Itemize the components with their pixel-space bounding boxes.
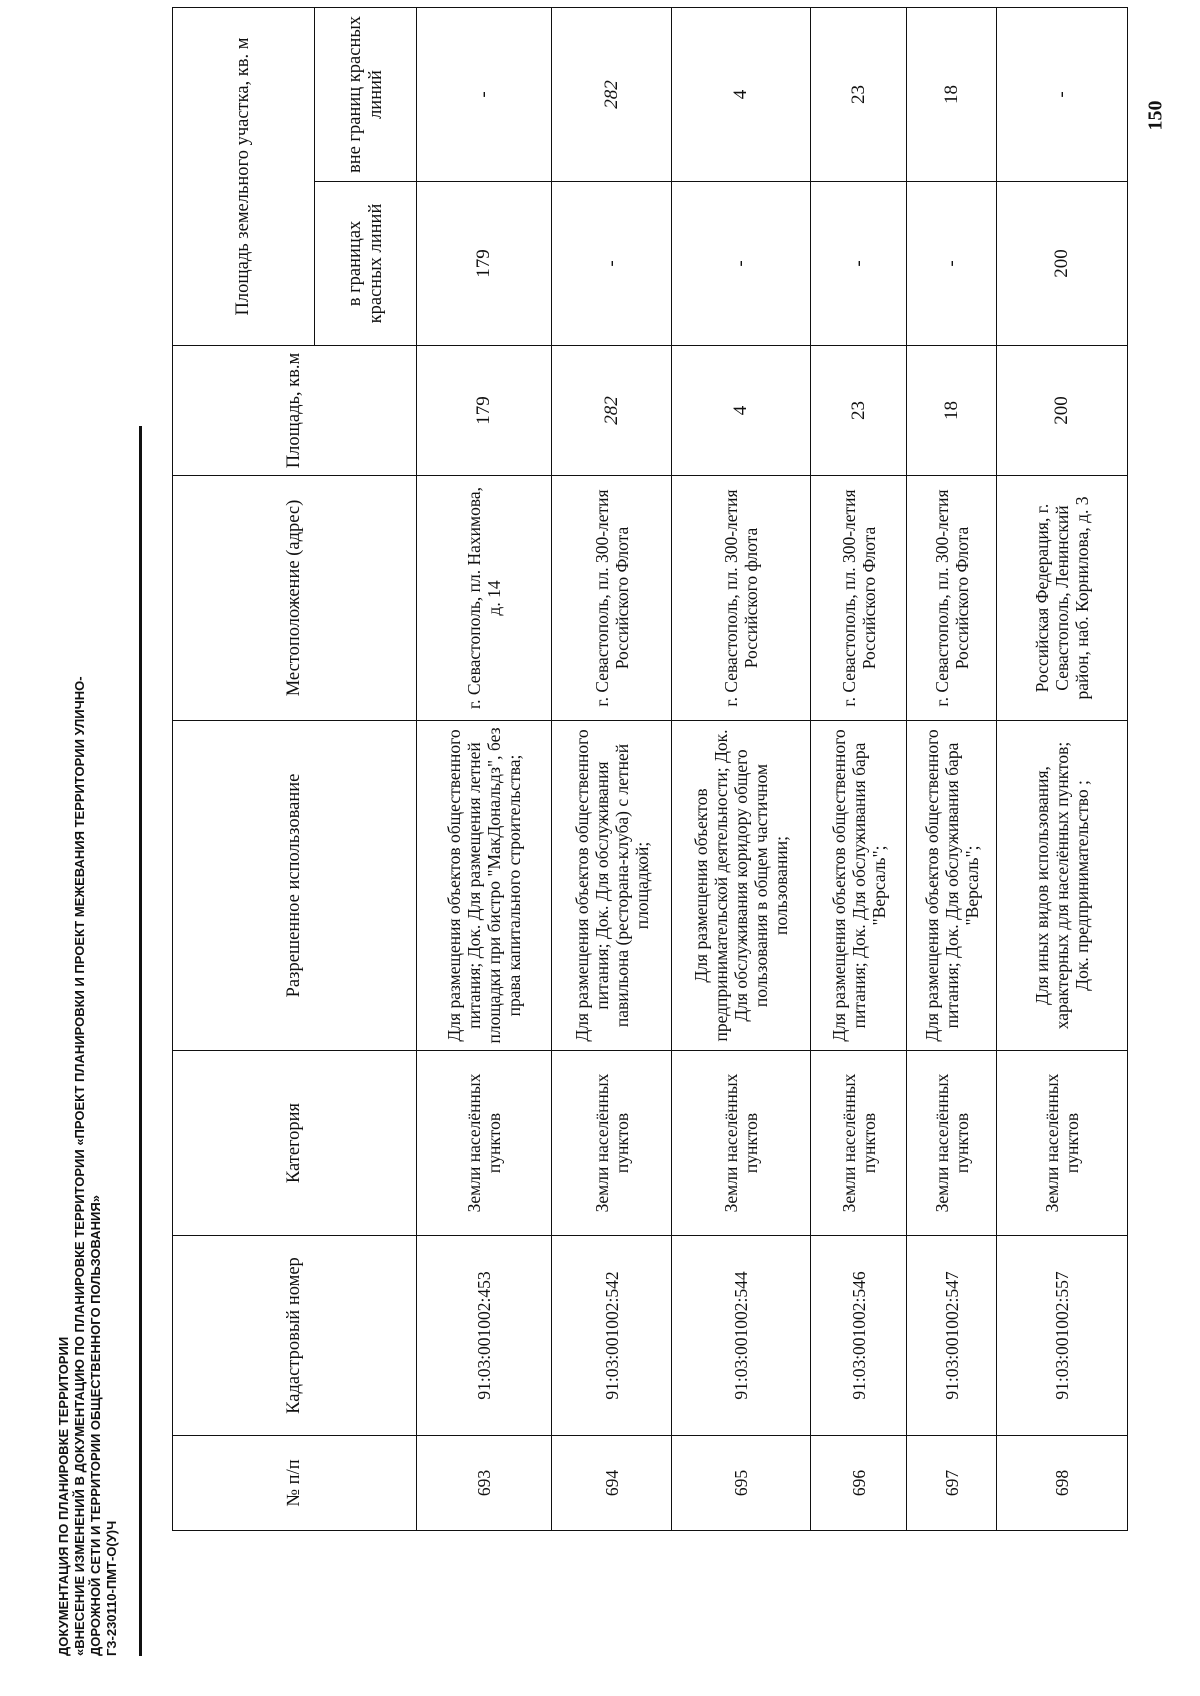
cell-area: 200 [997,346,1128,476]
table-row [552,7,672,1530]
cell-cadastral: 91:03:001002:453 [417,1236,552,1436]
cell-area: 179 [417,346,552,476]
cell-use: Для размещения объектов общественного питания; Док. Для обслуживания бара "Версаль"; [811,721,907,1051]
cell-inside: - [672,182,811,346]
table-row [907,7,997,1530]
table-row [672,7,811,1530]
cell-category: Земли населённых пунктов [811,1051,907,1236]
cell-category: Земли населённых пунктов [417,1051,552,1236]
document-header [56,456,120,1656]
table-header-row [173,7,315,1530]
cell-category: Земли населённых пунктов [672,1051,811,1236]
cell-inside: 179 [417,182,552,346]
cell-location: г. Севастополь, пл. 300-летия Российского Флота [907,476,997,721]
cell-outside: 23 [811,7,907,181]
cell-location: г. Севастополь, пл. 300-летия Российского Флота [811,476,907,721]
cell-num: 695 [672,1436,811,1531]
cell-category: Земли населённых пунктов [552,1051,672,1236]
col-header-category: Категория [173,1051,417,1236]
col-header-area: Площадь, кв.м [173,346,417,476]
header-line: ГЗ-230110-ПМТ-О(У)Ч [104,1520,119,1656]
cell-use: Для иных видов использования, характерных для населённых пунктов; Док. предпринимательство ; [997,721,1128,1051]
col-header-land-area: Площадь земельного участка, кв. м [173,7,315,345]
col-header-num: № п/п [173,1436,417,1531]
col-header-cadastral: Кадастровый номер [173,1236,417,1436]
cell-outside: 282 [552,7,672,181]
col-header-outside: вне границ красных линий [315,7,417,181]
cell-cadastral: 91:03:001002:546 [811,1236,907,1436]
cell-location: г. Севастополь, пл. 300-летия Российского флота [672,476,811,721]
table-row [417,7,552,1530]
cell-cadastral: 91:03:001002:557 [997,1236,1128,1436]
cell-location: Российская Федерация, г. Севастополь, Ленинский район, наб. Корнилова, д. 3 [997,476,1128,721]
cell-inside: 200 [997,182,1128,346]
cell-inside: - [907,182,997,346]
cell-use: Для размещения объектов предпринимательской деятельности; Док. Для обслуживания коридору общего пользования в общем частичном пользовании; [672,721,811,1051]
land-plots-table [172,7,1128,1531]
cell-outside: 18 [907,7,997,181]
cell-outside: - [997,7,1128,181]
cell-outside: 4 [672,7,811,181]
cell-use: Для размещения объектов общественного питания; Док. Для обслуживания павильона (ресторана-клуба) с летней площадкой; [552,721,672,1051]
cell-cadastral: 91:03:001002:547 [907,1236,997,1436]
cell-use: Для размещения объектов общественного питания; Док. Для обслуживания бара "Версаль"; [907,721,997,1051]
cell-area: 23 [811,346,907,476]
cell-category: Земли населённых пунктов [997,1051,1128,1236]
cell-outside: - [417,7,552,181]
cell-num: 698 [997,1436,1128,1531]
table-row [997,7,1128,1530]
cell-area: 4 [672,346,811,476]
header-divider [139,426,142,1656]
cell-num: 697 [907,1436,997,1531]
page-number: 150 [1144,100,1167,131]
cell-num: 694 [552,1436,672,1531]
table-row [811,7,907,1530]
cell-location: г. Севастополь, пл. 300-летия Российского Флота [552,476,672,721]
col-header-location: Местоположение (адрес) [173,476,417,721]
cell-cadastral: 91:03:001002:544 [672,1236,811,1436]
cell-use: Для размещения объектов общественного питания; Док. Для размещения летней площадки при бистро "МакДональдз", без права капитального строительства; [417,721,552,1051]
header-line: «ВНЕСЕНИЕ ИЗМЕНЕНИЙ В ДОКУМЕНТАЦИЮ ПО ПЛАНИРОВКЕ ТЕРРИТОРИИ «ПРОЕКТ ПЛАНИРОВКИ И ПРОЕКТ МЕЖЕВАНИЯ ТЕРРИТОРИИ УЛИЧНО- [72,676,87,1656]
col-header-inside: в границах красных линий [315,182,417,346]
cell-inside: - [811,182,907,346]
header-line: ДОРОЖНОЙ СЕТИ И ТЕРРИТОРИИ ОБЩЕСТВЕННОГО ПОЛЬЗОВАНИЯ» [88,1195,103,1656]
cell-location: г. Севастополь, пл. Нахимова, д. 14 [417,476,552,721]
cell-category: Земли населённых пунктов [907,1051,997,1236]
cell-num: 693 [417,1436,552,1531]
cell-cadastral: 91:03:001002:542 [552,1236,672,1436]
cell-area: 282 [552,346,672,476]
col-header-use: Разрешенное использование [173,721,417,1051]
cell-num: 696 [811,1436,907,1531]
cell-area: 18 [907,346,997,476]
cell-inside: - [552,182,672,346]
header-line: ДОКУМЕНТАЦИЯ ПО ПЛАНИРОВКЕ ТЕРРИТОРИИ [56,1336,71,1656]
